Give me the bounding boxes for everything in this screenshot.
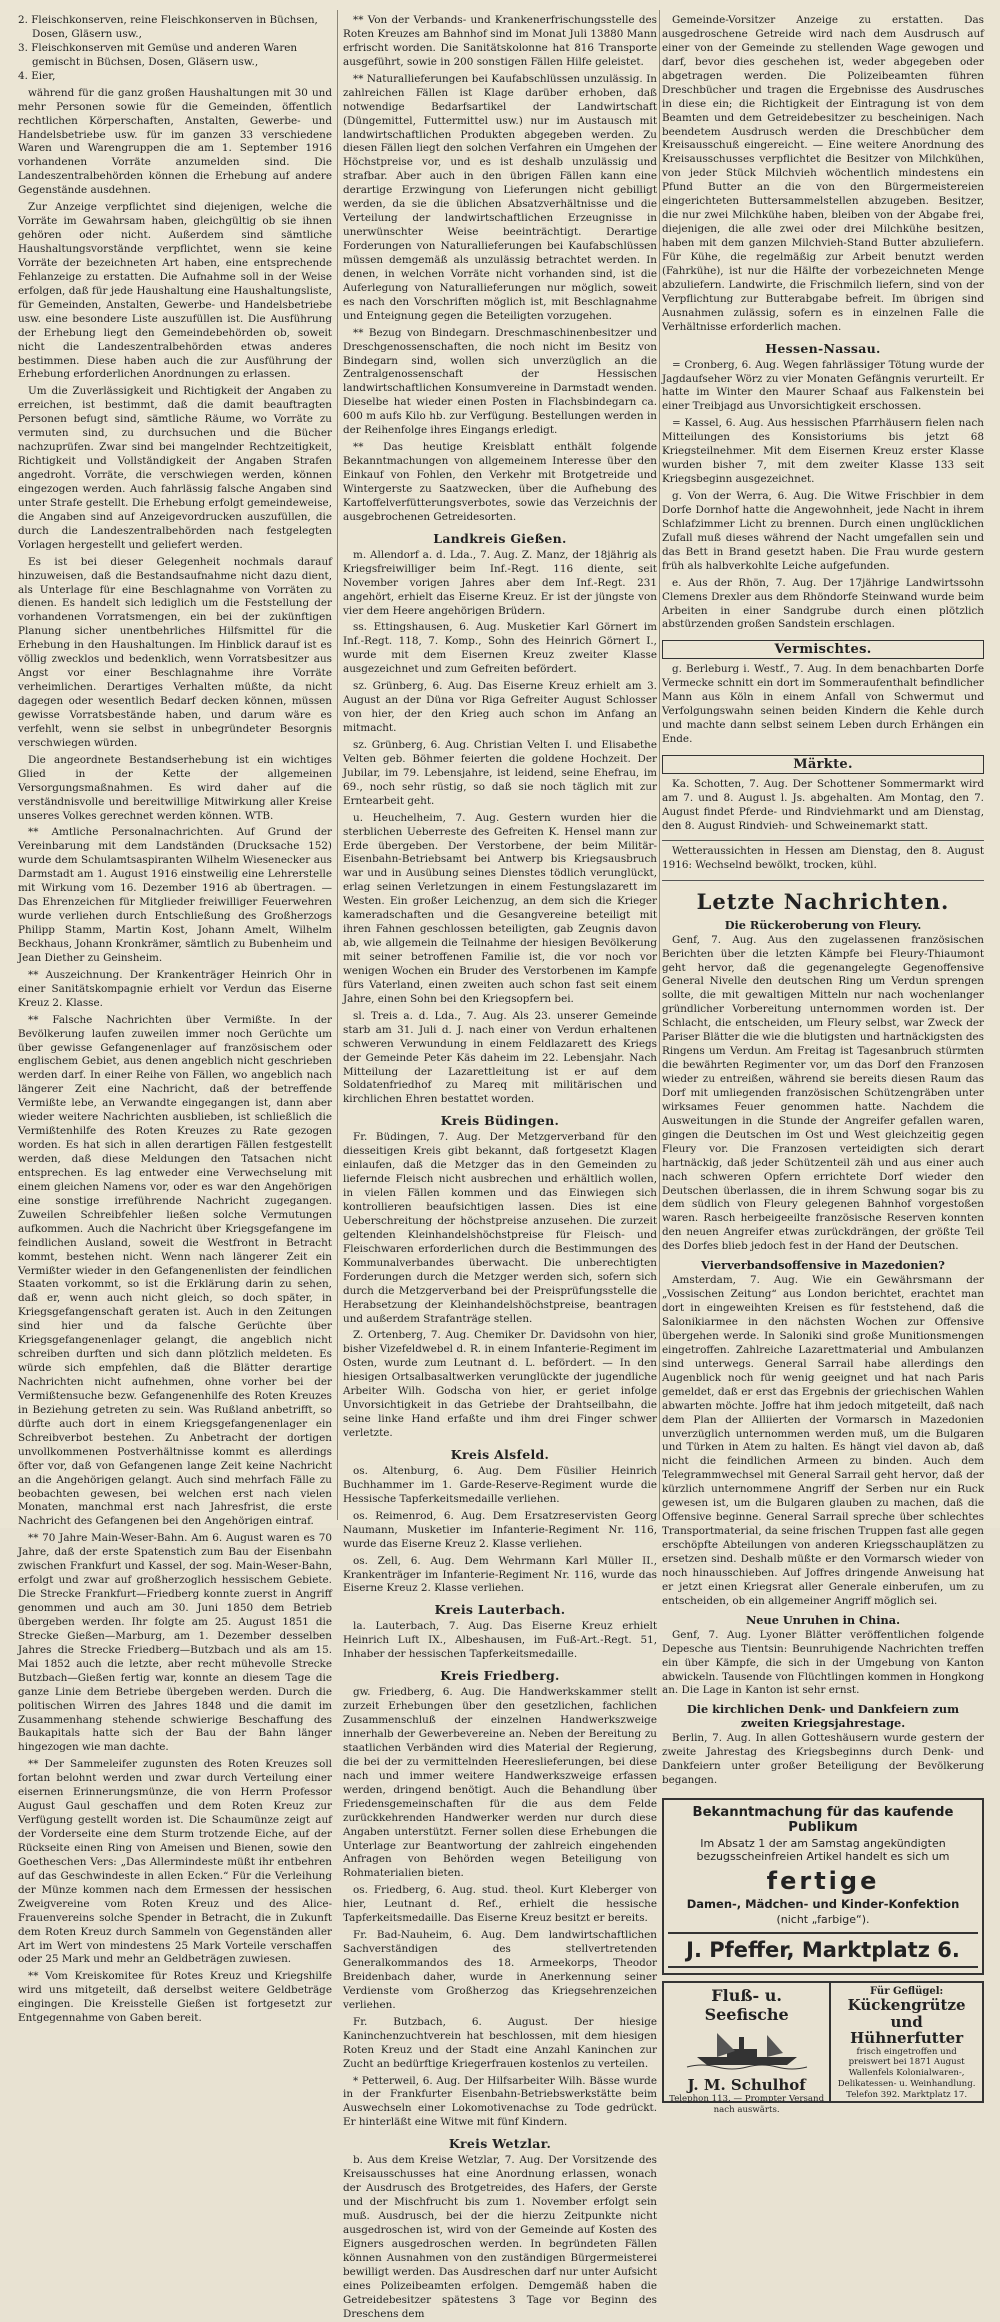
paragraph: ** Naturallieferungen bei Kaufabschlüssen unzulässig. In zahlreichen Fällen ist Klage darüber erhoben, daß notwendige Bedarfsartikel der Landwirtschaft (Düngemittel, Futtermittel usw.) nur im Austausch mit landwirtschaftlichen Produkten abgegeben werden. Zu diesen Fällen liegt den solchen Verfahren ein Umgehen der Höchstpreise vor, und es ist deshalb unzulässig und strafbar. Aber auch in den übrigen Fällen kann eine derartige Erzwingung von Lieferungen nicht gebilligt werden, da sie die üblichen Absatzverhältnisse und die Verteilung der landwirtschaftlichen Erzeugnisse in unerwünschter Weise beeinträchtigt. Derartige Forderungen von Naturallieferungen bei Kaufabschlüssen müssen demgemäß als unzulässig betrachtet werden. In denen, in welchen Vorräte nicht vorhanden sind, ist die Auferlegung von Naturallieferungen nur möglich, soweit es nach den Vorschriften möglich ist, mit Beschlagnahme und Enteignung gegen die Beteiligten vorzugehen. [343,72,657,322]
paragraph: ** Vom Kreiskomitee für Rotes Kreuz und Kriegshilfe wird uns mitgeteilt, daß derselbst weitere Geldbeträge eingingen. Die Kreisstelle Gießen ist fortgesetzt zur Entgegennahme von Gaben bereit. [18,1970,332,2025]
paragraph: gw. Friedberg, 6. Aug. Die Handwerkskammer stellt zurzeit Erhebungen über den gesetzlichen, fachlichen Zusammenschluß der einzelnen Handwerkszweige innerhalb der Gewerbevereine an. Neben der Bereitung zu staatlichen Verbänden wird dies Material der Regierung, die bei der zu vermittelnden Heereslieferungen, bei diese nach und immer weitere Handwerkszweige erfassen werden, dringend benötigt. Auch die Behandlung über Friedensgemeinschaften für die aus dem Felde zurückkehrenden Handwerker werden nur durch diese Angaben unterstützt. Ferner sollen diese Erhebungen die Unterlage zur Beantwortung der zahlreich eingehenden Anfragen von Behörden wegen Beteiligung von Rohmaterialien bieten. [343,1686,657,1880]
weather-forecast [662,840,984,881]
advertisement-schulhof [664,1983,831,2115]
paragraph: ** Der Sammeleifer zugunsten des Roten Kreuzes soll fortan belohnt werden und zwar durch Verteilung einer eisernen Erinnerungsmünze, die von Herrn Professor August Gaul geschaffen und dem Roten Kreuz zur Verfügung gestellt worden ist. Die Schaumünze zeigt auf der Vorderseite eine dem Sturm trotzende Eiche, auf der Rückseite einen Ring von Ameisen und Bienen, sowie den Goetheschen Vers: „Das Allermindeste müßt ihr entbehren auf das Geschwindeste in allen Ecken.“ Für die Verleihung der Münze kommen nach dem Ermessen der hessischen Zweigvereine vom Roten Kreuz und des Alice-Frauenvereins solche Spender in Betracht, die in Zukunft dem Roten Kreuz durch Sammeln von Gegenständen aller Art im Wert von mindestens 25 Mark Vorteile verschaffen oder 25 Mark und mehr an Geldbeträgen zuwiesen. [18,1758,332,1966]
column-rule [337,10,338,1520]
paragraph: Genf, 7. Aug. Lyoner Blätter veröffentlichen folgende Depesche aus Tientsin: Beunruhigende Nachrichten treffen ein über Kämpfe, die sich in der Umgebung von Kanton abwickeln. Tausende von Flüchtlingen kommen in Hongkong an. Die Lage in Kanton ist sehr ernst. [662,1628,984,1697]
paragraph: sl. Treis a. d. Lda., 7. Aug. Als 23. unserer Gemeinde starb am 31. Juli d. J. nach einer von Verdun erhaltenen schweren Verwundung in einem Feldlazarett des Kriegs der Gemeinde Peter Käs daheim im 22. Lebensjahr. Nach Mitteilung der Lazarettleitung ist er auf dem Soldatenfriedhof zu Mareq mit militärischen und kirchlichen Ehren bestattet worden. [343,1009,657,1106]
paragraph: Es ist bei dieser Gelegenheit nochmals darauf hinzuweisen, daß die Bestandsaufnahme nicht dazu dient, als Unterlage für eine Beschlagnahme von Vorräten zu dienen. Es handelt sich lediglich um die Feststellung der vorhandenen Vorratsmengen, ein bei der zukünftigen Planung sicher unentbehrliches Hilfsmittel für die Erhebung in den Haushaltungen. Im Hinblick darauf ist es völlig zwecklos und bedenklich, wenn Vorratsbesitzer aus Angst vor einer Beschlagnahme ihre Vorräte verheimlichen. Derartiges Verhalten müßte, da nicht dagegen oder wesentlich Bedarf decken können, müssen gewisse Vorratsbestände haben, und darum wäre es verfehlt, wenn sie selbst in unbegründeter Besorgnis verschwiegen würden. [18,555,332,749]
paragraph: u. Heuchelheim, 7. Aug. Gestern wurden hier die sterblichen Ueberreste des Gefreiten K. Hensel mann zur Erde übergeben. Der Verstorbene, der beim Militär-Eisenbahn-Betriebsamt bei Antwerp bis Kriegsausbruch war und in Ausübung seines Dienstes tödlich verunglückt, erlag seinen Verletzungen in einem Festungslazarett im Westen. Ein großer Leichenzug, an dem sich die Krieger kameradschaften und die Gesangvereine beteiligt mit ihren Fahnen geschlossen beteiligten, gab Zeugnis davon ab, wie allgemein die Teilnahme der hiesigen Bevölkerung mit seiner betroffenen Familie ist, die vor noch vor wenigen Wochen ein Bruder des Verstorbenen im Kampfe fürs Vaterland, einen zweiten auch schon fast seit einem Jahre, einen Sohn bei den Kriegsopfern bei. [343,811,657,1005]
paragraph: während für die ganz großen Haushaltungen mit 30 und mehr Personen sowie für die Gemeinden, öffentlich rechtlichen Körperschaften, Anstalten, Gewerbe- und Handelsbetriebe usw. für im ganzen 33 verschiedene Waren und Warengruppen die am 1. September 1916 vorhandenen Vorräte anzumelden sind. Die Landeszentralbehörden können die Erhebung auf andere Gegenstände ausdehnen. [18,86,332,197]
advertisement-row [662,1981,984,2115]
news-giessen [343,549,657,1108]
column-2 [343,14,657,2320]
section-heading: Kreis Büdingen. [440,1113,560,1129]
paragraph: b. Aus dem Kreise Wetzlar, 7. Aug. Der Vorsitzende des Kreisausschusses hat eine Anordnung erlassen, wonach der Ausdrusch des Brotgetreides, des Hafers, der Gerste und der Mischfrucht bis zum 1. November erfolgt sein muß. Ausdrusch, bei der die hierzu Zeitpunkte nicht ausgedroschen ist, wird von der Gemeinde auf Kosten des Eigners ausgedroschen werden. In begründeten Fällen können Ausnahmen von den zuständigen Bürgermeisterei bewilligt werden. Das Ausdreschen darf nur unter Aufsicht eines Polizeibeamten erfolgen. Demgemäß haben die Getreidebesitzer spätestens 3 Tage vor Beginn des Dreschens dem [343,2154,657,2320]
paragraph: ** 70 Jahre Main-Weser-Bahn. Am 6. August waren es 70 Jahre, daß der erste Spatenstich zum Bau der Eisenbahn zwischen Frankfurt und Kassel, der sog. Main-Weser-Bahn, erfolgt und zwar auf großherzoglich hessischem Gebiete. Die Strecke Frankfurt—Friedberg konnte zuerst in Angriff genommen und auch am 30. Juni 1850 dem Betrieb übergeben werden. Ihr folgte am 25. August 1851 die Strecke Gießen—Marburg, am 1. Dezember desselben Jahres die Strecke Friedberg—Butzbach und als am 15. Mai 1852 auch die letzte, aber recht mühevolle Strecke Butzbach—Gießen fertig war, konnte an diesem Tage die ganze Linie dem Betriebe übergeben werden. Durch die politischen Wirren des Jahres 1848 und die damit im Zusammenhang stehende schwierige Beschaffung des Baukapitals hatte sich der Bau der Bahn länger hingezogen wie man dachte. [18,1532,332,1754]
paragraph: os. Altenburg, 6. Aug. Dem Füsilier Heinrich Buchhammer im 1. Garde-Reserve-Regiment wurde die Hessische Tapferkeitsmedaille verliehen. [343,1464,657,1505]
paragraph: os. Zell, 6. Aug. Dem Wehrmann Karl Müller II., Krankenträger im Infanterie-Regiment Nr. 116, wurde das Eiserne Kreuz 2. Klasse verliehen. [343,1554,657,1595]
article-heading: Die Rückeroberung von Fleury. [724,917,922,932]
paragraph: Um die Zuverlässigkeit und Richtigkeit der Angaben zu erreichen, ist bestimmt, daß die damit beauftragten Personen befugt sind, sämtliche Räume, wo Vorräte zu vermuten sind, zu durchsuchen und die Bücher nachzuprüfen. Zwar sind bei mangelnder Rechtzeitigkeit, Richtigkeit und Vollständigkeit der Angaben Strafen angedroht. Vorräte, die verschwiegen werden, können eingezogen werden. Auch fahrlässig falsche Angaben sind unter Strafe gestellt. Die Erhebung erfolgt gemeindeweise, die Angaben sind auf Anzeigevordrucken auszufüllen, die durch die Landeszentralbehörden nach festgelegten Vorlagen hergestellt und geliefert werden. [18,385,332,551]
ad-tagline: Für Geflügel: [870,1986,944,1998]
ad-line: Damen-, Mädchen- und Kinder-Konfektion [686,1897,960,1912]
news-hessen-nassau [662,359,984,633]
paragraph: Ka. Schotten, 7. Aug. Der Schottener Sommermarkt wird am 7. und 8. August l. Js. abgehalten. Am Montag, den 7. August findet Pferde- und Rindviehmarkt und am Dienstag, den 8. August Rindvieh- und Schweinemarkt statt. [662,778,984,832]
paragraph: la. Lauterbach, 7. Aug. Das Eiserne Kreuz erhielt Heinrich Luft IX., Albeshausen, im Fuß-Art.-Regt. 51, Inhaber der hessischen Tapferkeitsmedaille. [343,1620,657,1661]
paragraph: g. Von der Werra, 6. Aug. Die Witwe Frischbier in dem Dorfe Dornhof hatte die Angewohnheit, jede Nacht in ihrem Schlafzimmer Licht zu brennen. Durch einen unglücklichen Zufall muß dieses während der Nacht umgefallen sein und das Bett in Brand gesetzt haben. Die Frau wurde gestern früh als halbverkohlte Leiche aufgefunden. [662,490,984,572]
page-heading-latest-news: Letzte Nachrichten. [696,888,950,914]
paragraph: g. Berleburg i. Westf., 7. Aug. In dem benachbarten Dorfe Vermecke schnitt ein dort im Sommeraufenthalt befindlicher Mann aus Köln in einem Anfall von Schwermut und Verfolgungswahn seinen beiden Kindern die Kehle durch und machte dann selbst seinem Leben durch Erhängen ein Ende. [662,663,984,746]
section-heading: Landkreis Gießen. [433,530,567,546]
ad-contact: Telephon 113. — Prompter Versand nach auswärts. [669,2094,825,2115]
section-heading: Kreis Alsfeld. [450,1446,550,1462]
paragraph: Z. Ortenberg, 7. Aug. Chemiker Dr. Davidsohn von hier, bisher Vizefeldwebel d. R. in einem Infanterie-Regiment im Osten, wurde zum Leutnant d. L. befördert. — In den hiesigen Ortsalbasaltwerken verunglückte der jugendliche Arbeiter Wilh. Godscha von hier, er geriet infolge Unvorsichtigkeit in das Getriebe der Drahtseilbahn, die seine linke Hand erfaßte und ihm drei Finger schwer verletzte. [343,1329,657,1439]
ad-firm-name: J. Pfeffer, Marktplatz 6. [668,1932,978,1968]
paragraph: Genf, 7. Aug. Aus den zugelassenen französischen Berichten über die letzten Kämpfe bei Fleury-Thiaumont geht hervor, daß die gegenangelegte Gegenoffensive General Nivelle den deutschen Ring um Verdun sprengen sollte, die mit gewaltigen Mitteln nur nach wochenlanger gründlicher Vorbereitung unternommen worden ist. Der Schlacht, die entscheiden, um Fleury selbst, war Zweck der Pariser Blätter die wie die blutigsten und hartnäckigsten des Ringens um Verdun. Am Freitag ist Tagesanbruch stürmten die bewährten Regimenter vor, um das Dorf den Franzosen wieder zu entreißen, während sie bereits diesen Raum das Dorf mit umliegenden französischen Schützengräben unter wirksames Feuer genommen hatte. Nachdem die Ausweitungen in die Stunde der Angreifer gefallen waren, gingen die Deutschen im Ost und West gleichzeitig gegen Fleury vor. Die Franzosen verteidigten sich derart hartnäckig, daß jeder Schützenteil zäh und aus einer auch nach schweren Opfern errichtete Dorf wieder den Deutschen überlassen, die in ihrem Schwung sogar bis zu dem südlich von Fleury gelegenen Bahnhof vorgestoßen waren. Rasch herbeigeeilte französische Reserven konnten den neuen Angreifer etwas zurückdrängen, der größte Teil des Dorfes blieb jedoch fest in der Hand der Deutschen. [662,933,984,1253]
section-heading: Märkte. [662,755,984,774]
paragraph: Fr. Bad-Nauheim, 6. Aug. Dem landwirtschaftlichen Sachverständigen des stellvertretenden Generalkommandos des 18. Armeekorps, Theodor Breidenbach daher, wurde in Anerkennung seiner Verdienste vom Großherzog das Kriegsehrenzeichen verliehen. [343,1929,657,2011]
news-maerkte [662,778,984,834]
goods-list [18,14,332,84]
paragraph: ** Auszeichnung. Der Krankenträger Heinrich Ohr in einer Sanitätskompagnie erhielt vor Verdun das Eiserne Kreuz 2. Klasse. [18,968,332,1009]
ad-text: frisch eingetroffen und preiswert bei 1871 August Wallenfels Kolonialwaren-, Delikatessen- u. Weinhandlung. Telefon 392. Marktplatz 17. [837,2046,976,2100]
section-heading: Kreis Wetzlar. [448,2136,552,2152]
paragraph: = Cronberg, 6. Aug. Wegen fahrlässiger Tötung wurde der Jagdaufseher Wörz zu vier Monaten Gefängnis verurteilt. Er hatte im Winter den Maurer Schaaf aus Falkenstein bei einer Treibjagd aus Unvorsichtigkeit erschossen. [662,358,984,413]
list-item: 2. Fleischkonserven, reine Fleischkonserven in Büchsen, Dosen, Gläsern usw., [18,14,318,40]
ad-headline: Kückengrütze und [847,1996,966,2031]
news-alsfeld [343,1465,657,1596]
paragraph: os. Friedberg, 6. Aug. stud. theol. Kurt Kleberger von hier, Leutnant d. Ref., erhielt die hessische Tapferkeitsmedaille. Das Eiserne Kreuz besitzt er bereits. [343,1884,657,1925]
paragraph: ** Amtliche Personalnachrichten. Auf Grund der Vereinbarung mit dem Landständen (Drucksache 152) wurde dem Schulamtsaspiranten Wilhelm Wiesenecker aus Darmstadt am 1. August 1916 einstweilig eine Lehrerstelle mit Wirkung vom 16. Dezember 1916 ab übertragen. — Das Ehrenzeichen für Mitglieder freiwilliger Feuerwehren wurde verliehen durch Entschließung des Großherzogs Philipp Stamm, Martin Kost, Johann Amelt, Wilhelm Beckhaus, Johann Kronkrämer, sämtlich zu Bubenheim und Jean Diether zu Geinsheim. [18,826,332,964]
section-heading: Kreis Friedberg. [440,1668,560,1684]
paragraph: Zur Anzeige verpflichtet sind diejenigen, welche die Vorräte im Gewahrsam haben, gleichgültig ob sie ihnen gehören oder nicht. Außerdem sind sämtliche Haushaltungsvorstände verpflichtet, wenn sie keine Vorräte der bezeichneten Art haben, eine entsprechende Fehlanzeige zu erstatten. Die Aufnahme soll in der Weise erfolgen, daß für jede Haushaltung eine Haushaltungsliste, für Gemeinden, Anstalten, Gewerbe- und Handelsbetriebe usw. eine besondere Liste auszufüllen ist. Die Ausführung der Erhebung liegt den Gemeindebehörden ob, soweit nicht die Landeszentralbehörden etwas anderes bestimmen. Diese haben auch die zur Ausführung der Erhebung erforderlichen Anordnungen zu erlassen. [18,201,332,381]
paragraph: Fr. Büdingen, 7. Aug. Der Metzgerverband für den diesseitigen Kreis gibt bekannt, daß fortgesetzt Klagen einlaufen, daß die Metzger das in den Gemeinden zu liefernde Fleisch nicht ausbrechen und erhältlich wollen, in vielen Fällen kommen und das Einwiegen sich kontrollieren beaufsichtigen lassen. Dies ist eine Ueberschreitung der höchstpreise anzusehen. Die zurzeit geltenden Kleinhandelshöchstpreise für Fleisch- und Fleischwaren erforderlichen durch die Bestimmungen des Kommunalverbandes überwacht. Die unberechtigten Forderungen durch die Metzger werden sich, sofern sich durch die Metzgerverband bei der Preisprüfungsstelle die Herabsetzung der Kleinhandelshöchstpreise, beantragen und außerdem Strafanträge stellen. [343,1131,657,1325]
news-wetzlar [343,2154,657,2321]
ad-text: Im Absatz 1 der am Samstag angekündigten bezugsscheinfreien Artikel handelt es sich um [696,1837,950,1864]
ad-title: Fluß- u. Seefische [704,1986,789,2025]
column-rule [659,10,660,1520]
paragraph: Die angeordnete Bestandserhebung ist ein wichtiges Glied in der Kette der allgemeinen Versorgungsmaßnahmen. Es wird daher auf die verständnisvolle und bereitwillige Mitwirkung aller Kreise unseres Volkes gerechnet werden können. WTB. [18,753,332,822]
paragraph: Gemeinde-Vorsitzer Anzeige zu erstatten. Das ausgedroschene Getreide wird nach dem Ausdrusch auf einer von der Gemeinde zu stellenden Wage gewogen und darf, bevor dies geschehen ist, weder abgegeben oder abgetragen werden. Die Polizeibeamten führen Dreschbücher und tragen die Ergebnisse des Ausdrusches in diese ein; die Richtigkeit der Eintragung ist von dem Beamten und dem Getreidebesitzer zu bescheinigen. Nach beendetem Ausdrusch werden die Dreschbücher dem Kreisausschuß eingereicht. — Eine weitere Anordnung des Kreisausschusses verpflichtet die Besitzer von Milchkühen, von jeder Stück Milchvieh wöchentlich mindestens ein Pfund Butter an die von den Bürgermeistereien eingerichteten Buttersammelstellen abzugeben. Besitzer, die nur zwei Milchkühe haben, bleiben von der Abgabe frei, diejenigen, die alle zwei oder drei Milchkühe besitzen, haben mit dem ganzen Milchvieh-Stand Butter abzuliefern. Für Kühe, die regelmäßig zur Arbeit benutzt werden (Fahrkühe), ist nur die Hälfte der vorbezeichneten Menge abzuliefern. Landwirte, die Frischmilch liefern, sind von der Verpflichtung zur Butterabgabe befreit. Im übrigen sind Ausnahmen zulässig, sofern es in einzelnen Falle die Verhältnisse erforderlich machen. [662,14,984,333]
ad-line: (nicht „farbige“). [776,1913,870,1927]
paragraph: e. Aus der Rhön, 7. Aug. Der 17jährige Landwirtssohn Clemens Drexler aus dem Rhöndorfe Steinwand wurde beim Arbeiten in einer Sandgrube durch einen plötzlich abstürzenden großen Sandstein erschlagen. [662,576,984,631]
ad-firm-name: J. M. Schulhof [687,2076,806,2095]
news-wetzlar-continued [662,14,984,335]
advertisement-pfeffer [662,1798,984,1975]
article-heading: Die kirchlichen Denk- und Dankfeiern zum zweiten Kriegsjahrestage. [686,1702,960,1731]
paragraph: ** Bezug von Bindegarn. Dreschmaschinenbesitzer und Dreschgenossenschaften, die noch nicht im Besitz von Bindegarn sind, wollen sich unverzüglich an die Zentralgenossenschaft der Hessischen landwirtschaftlichen Konsumvereine in Darmstadt wenden. Dieselbe hat wieder einen Posten in Flachsbindegarn ca. 600 m aufs Kilo hb. zur Verfügung. Bestellungen werden in der Reihenfolge ihres Eingangs erledigt. [343,326,657,437]
column-3 [662,14,984,2115]
ad-headline: fertige [766,1867,880,1896]
list-item: 3. Fleischkonserven mit Gemüse und anderen Waren gemischt in Büchsen, Dosen, Gläsern usw., [18,41,298,68]
article-dankfeiern [662,1732,984,1788]
paragraph: os. Reimenrod, 6. Aug. Dem Ersatzreservisten Georg Naumann, Musketier im Infanterie-Regiment Nr. 116, wurde das Eiserne Kreuz 2. Klasse verliehen. [343,1509,657,1550]
section-heading: Vermischtes. [662,640,984,659]
paragraph: ** Von der Verbands- und Krankenerfrischungsstelle des Roten Kreuzes am Bahnhof sind im Monat Juli 13880 Mann erfrischt worden. Die Sanitätskolonne hat 816 Transporte ausgeführt, sowie in 200 sonstigen Fällen Hilfe geleistet. [343,14,657,68]
paragraph: ss. Ettingshausen, 6. Aug. Musketier Karl Görnert im Inf.-Regt. 118, 7. Komp., Sohn des Heinrich Görnert I., wurde mit dem Eisernen Kreuz zweiter Klasse ausgezeichnet und zum Gefreiten befördert. [343,621,657,676]
news-lauterbach [343,1620,657,1662]
local-news [343,14,657,525]
paragraph: = Kassel, 6. Aug. Aus hessischen Pfarrhäusern fielen nach Mitteilungen des Konsistoriums bis jetzt 68 Kriegsteilnehmer. Mit dem Eisernen Kreuz erster Klasse wurden bisher 7, mit dem zweiter Klasse 133 seit Kriegsbeginn ausgezeichnet. [662,417,984,486]
section-heading: Kreis Lauterbach. [434,1602,566,1618]
article-fleury [662,934,984,1255]
paragraph: Fr. Butzbach, 6. August. Der hiesige Kaninchenzuchtverein hat beschlossen, mit dem hiesigen Roten Kreuz und der Stadt eine Anzahl Kaninchen zur Zucht an bedürftige Kriegerfrauen kostenlos zu verteilen. [343,2015,657,2070]
advertisement-wallenfels [831,1983,982,2101]
section-heading: Hessen-Nassau. [765,340,881,356]
ship-icon [687,2027,807,2069]
weather-text: Wetteraussichten in Hessen am Dienstag, den 8. August 1916: Wechselnd bewölkt, trocken, kühl. [662,844,984,871]
column-1 [18,14,332,2025]
paragraph: Berlin, 7. Aug. In allen Gotteshäusern wurde gestern der zweite Jahrestag des Kriegsbeginns durch Denk- und Dankfeiern unter großer Beteiligung der Bevölkerung begangen. [662,1732,984,1787]
news-vermischtes [662,663,984,747]
article-china [662,1629,984,1699]
ad-headline: Hühnerfutter [850,2029,964,2048]
paragraph: ** Das heutige Kreisblatt enthält folgende Bekanntmachungen von allgemeinem Interesse über den Einkauf von Fohlen, den Verkehr mit Brotgetreide und Wintergerste zu Saatzwecken, über die Aufhebung des Kartoffelverfütterungsverbotes, sowie das Verzeichnis der ausgebrochenen Getreidesorten. [343,441,657,523]
paragraph: ** Falsche Nachrichten über Vermißte. In der Bevölkerung laufen zuweilen immer noch Gerüchte um über gewisse Gefangenenlager auf französischem oder englischem Gebiet, aus denen angeblich nicht geschrieben werden darf. In einer Reihe von Fällen, wo angeblich nach längerer Zeit eine Nachricht, daß der betreffende Vermißte lebe, an Verwandte eingegangen ist, dann aber wieder weitere Nachrichten ausblieben, ist schließlich die Vermißtenhilfe des Roten Kreuzes zu Rate gezogen worden. Es hat sich in allen derartigen Fällen festgestellt werden, daß diese Meldungen den Tatsachen nicht entsprechen. Es lag entweder eine Verwechselung mit einem gleichen Namens vor, oder es war den Angehörigen eine sonstige irreführende Nachricht zugegangen. Zuweilen Schreibfehler ließen solche Vermutungen aufkommen. Auch die Nachricht über Kriegsgefangene im feindlichen Ausland, soweit die Westfront in Betracht kommt, bestehen nicht. Wenn nach längerer Zeit ein Vermißter wieder in den Gefangenenlisten der feindlichen Staaten vorkommt, so ist die Erklärung darin zu sehen, daß er, wenn auch nicht gleich, so doch später, in Kriegsgefangenschaft geraten ist. Auch in den Zeitungen sind hier und da falsche Gerüchte über Kriegsgefangenenlager gelangt, die angeblich nicht schreiben durften und sich dann plötzlich meldeten. Es würde sich empfehlen, daß die Blätter derartige Nachrichten nicht aufnehmen, ohne vorher bei der Vermißtensuche bezw. Gefangenenhilfe des Roten Kreuzes in Beziehung getreten zu sein. Was Rußland anbetrifft, so dürfte auch dort in einem Kriegsgefangenenlager ein Schreibverbot bestehen. Zu Anbetracht der dortigen unvollkommenen Postverhältnisse kommt es allerdings öfter vor, daß von Gefangenen lange Zeit keine Nachricht an die Angehörigen gelangt. Auch sind mehrfach Fälle zu beobachten gewesen, bei welchen erst nach vielen Monaten, manchmal erst nach Jahresfrist, die erste Nachricht des Gefangenen bei den Angehörigen eintraf. [18,1013,332,1528]
paragraph: * Petterweil, 6. Aug. Der Hilfsarbeiter Wilh. Bässe wurde in der Frankfurter Eisenbahn-Betriebswerkstätte beim Auswechseln einer Lokomotivenachse zu Tode gedrückt. Er hinterläßt eine Witwe mit fünf Kindern. [343,2074,657,2129]
paragraph: sz. Grünberg, 6. Aug. Christian Velten I. und Elisabethe Velten geb. Böhmer feierten die goldene Hochzeit. Der Jubilar, im 79. Lebensjahre, ist leidend, seine Ehefrau, im 69., noch sehr rüstig, so daß sie noch täglich mit zur Erntearbeit geht. [343,738,657,807]
news-friedberg [343,1686,657,2130]
paragraph: m. Allendorf a. d. Lda., 7. Aug. Z. Manz, der 18jährig als Kriegsfreiwilliger beim Inf.-Regt. 116 diente, seit November vorigen Jahres aber dem Inf.-Regt. 231 angehört, erhielt das Eiserne Kreuz. Er ist der jüngste von vier dem Heere angehörigen Brüdern. [343,548,657,617]
list-item: 4. Eier, [18,69,56,82]
news-buedingen [343,1131,657,1441]
ad-title: Bekanntmachung für das kaufende Publikum [692,1805,954,1836]
paragraph: sz. Grünberg, 6. Aug. Das Eiserne Kreuz erhielt am 3. August an der Düna vor Riga Gefreiter August Schlosser von hier, der den Krieg auch schon im Anfang an mitmacht. [343,680,657,734]
column-1-text [18,87,332,2026]
article-heading: Neue Unruhen in China. [745,1612,901,1627]
article-heading: Vierverbandsoffensive in Mazedonien? [701,1258,945,1273]
article-mazedonien [662,1274,984,1609]
paragraph: Amsterdam, 7. Aug. Wie ein Gewährsmann der „Vossischen Zeitung“ aus London berichtet, erachtet man dort in eingeweihten Kreisen es für feststehend, daß die Salonikiarmee in den nächsten Wochen zur Offensive übergehen werde. In Saloniki sind große Munitionsmengen eingetroffen. Zahlreiche Lazarettmaterial und Ambulanzen sind unterwegs. General Sarrail habe allerdings den Augenblick noch für wenig geeignet und hat nach Paris gemeldet, daß er erst das Ergebnis der griechischen Wahlen abwarten möchte. Joffre hat ihm jedoch mitgeteilt, daß nach dem Plan der Alliierten der Vormarsch in Mazedonien unverzüglich unternommen werden muß, um die Bulgaren und Türken in Atem zu halten. Es hängt viel davon ab, daß nicht die feindlichen Armeen zu binden. Auch dem Telegrammwechsel mit General Sarrail geht hervor, daß der kürzlich unternommene Angriff der Serben nur ein Ruck gewesen ist, um die Bulgaren glauben zu machen, daß die Offensive beginne. General Sarrail spreche über schlechtes Transportmaterial, da seine frischen Truppen fast alle gegen erschöpfte Abteilungen von anderen Kriegsschauplätzen zu ersetzen sind. Deshalb müßte er den Vormarsch wieder von noch hinausschieben. Auf Joffres dringende Anweisung hat er jetzt einen Kriegsrat aller Generale einberufen, um zu entscheiden, ob ein allgemeiner Angriff möglich sei. [662,1274,984,1607]
